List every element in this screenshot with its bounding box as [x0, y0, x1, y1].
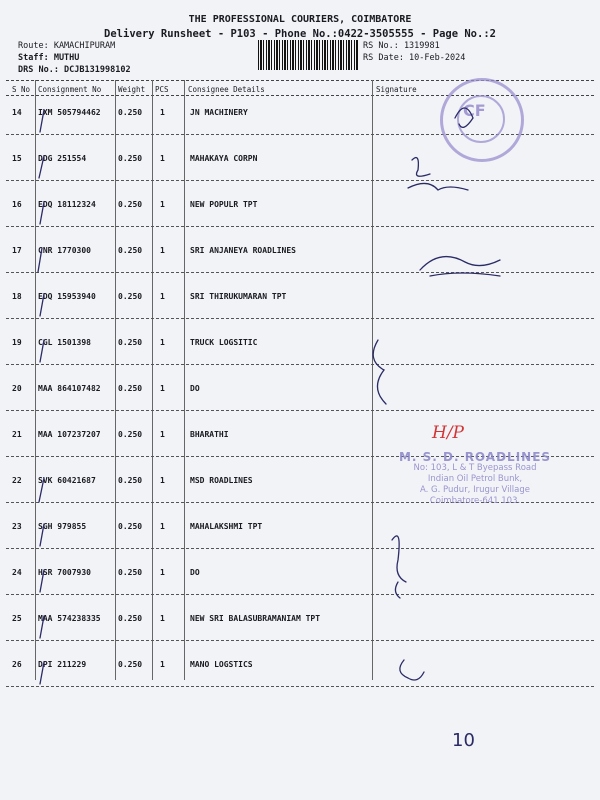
col-consignee: Consignee Details [188, 85, 265, 94]
row-sno: 23 [12, 522, 22, 531]
staff-label: Staff: MUTHU [18, 53, 80, 63]
table-row [0, 188, 600, 234]
col-sno: S No [12, 85, 31, 94]
company-title: THE PROFESSIONAL COURIERS, COIMBATORE [188, 14, 412, 25]
row-consignment: DDG 251554 [38, 154, 87, 163]
rs-number: RS No.: 1319981 [363, 41, 440, 51]
row-weight: 0.250 [118, 338, 143, 347]
row-weight: 0.250 [118, 660, 143, 669]
row-consignee: TRUCK LOGSITIC [190, 338, 258, 347]
row-pcs: 1 [160, 522, 165, 531]
row-weight: 0.250 [118, 522, 143, 531]
row-consignment: MAA 864107482 [38, 384, 101, 393]
table-row [0, 372, 600, 418]
stamp-msd-line: No: 103, L & T Byepass Road [413, 463, 537, 473]
row-consignment: CNR 1770300 [38, 246, 91, 255]
row-consignment: EDQ 15953940 [38, 292, 96, 301]
row-weight: 0.250 [118, 614, 143, 623]
row-consignee: MAHAKAYA CORPN [190, 154, 258, 163]
row-consignment: HSR 7007930 [38, 568, 91, 577]
row-pcs: 1 [160, 614, 165, 623]
table-row [0, 648, 600, 694]
header-rule-top [6, 80, 594, 81]
row-weight: 0.250 [118, 200, 143, 209]
row-sno: 14 [12, 108, 22, 117]
row-consignment: MAA 574238335 [38, 614, 101, 623]
row-pcs: 1 [160, 338, 165, 347]
row-weight: 0.250 [118, 430, 143, 439]
row-sno: 18 [12, 292, 22, 301]
row-consignee: MAHALAKSHMI TPT [190, 522, 263, 531]
row-consignment: SVK 60421687 [38, 476, 96, 485]
row-divider [6, 594, 594, 595]
row-sno: 19 [12, 338, 22, 347]
row-consignment: DPI 211229 [38, 660, 87, 669]
row-weight: 0.250 [118, 476, 143, 485]
row-pcs: 1 [160, 108, 165, 117]
barcode [258, 40, 358, 70]
row-consignment: CGL 1501398 [38, 338, 91, 347]
table-row [0, 556, 600, 602]
stamp-round-text: CF [463, 101, 486, 120]
col-consignment: Consignment No [38, 85, 102, 94]
table-row [0, 602, 600, 648]
handwritten-page-number: 10 [452, 730, 475, 751]
row-weight: 0.250 [118, 568, 143, 577]
row-sno: 20 [12, 384, 22, 393]
row-pcs: 1 [160, 476, 165, 485]
table-row [0, 280, 600, 326]
stamp-msd-name: M. S. D. ROADLINES [398, 450, 552, 464]
msd-roadlines-stamp [390, 452, 560, 507]
col-signature: Signature [376, 85, 417, 94]
row-sno: 25 [12, 614, 22, 623]
row-consignee: MSD ROADLINES [190, 476, 253, 485]
row-consignee: SRI THIRUKUMARAN TPT [190, 292, 287, 301]
row-divider [6, 640, 594, 641]
row-divider [6, 318, 594, 319]
row-consignee: DO [190, 384, 200, 393]
table-row [0, 234, 600, 280]
stamp-msd-line: A. G. Pudur, Irugur Village [419, 485, 531, 495]
row-sno: 17 [12, 246, 22, 255]
row-weight: 0.250 [118, 108, 143, 117]
row-pcs: 1 [160, 292, 165, 301]
row-sno: 15 [12, 154, 22, 163]
row-divider [6, 364, 594, 365]
stamp-msd-line: Indian Oil Petrol Bunk, [427, 474, 523, 484]
row-consignee: MANO LOGSTICS [190, 660, 253, 669]
table-row [0, 510, 600, 556]
row-sno: 21 [12, 430, 22, 439]
row-pcs: 1 [160, 154, 165, 163]
row-pcs: 1 [160, 568, 165, 577]
row-consignee: BHARATHI [190, 430, 229, 439]
row-pcs: 1 [160, 430, 165, 439]
row-divider [6, 272, 594, 273]
row-consignee: NEW SRI BALASUBRAMANIAM TPT [190, 614, 321, 623]
company-round-stamp [440, 78, 524, 162]
row-pcs: 1 [160, 200, 165, 209]
row-consignment: SGH 979855 [38, 522, 87, 531]
row-consignment: EDQ 18112324 [38, 200, 96, 209]
drs-number: DRS No.: DCJB131998102 [18, 65, 131, 75]
stamp-msd-line: Coimbatore-641 103. [429, 496, 521, 506]
col-pcs: PCS [155, 85, 169, 94]
row-weight: 0.250 [118, 154, 143, 163]
row-divider [6, 410, 594, 411]
col-weight: Weight [118, 85, 146, 94]
table-row [0, 326, 600, 372]
row-weight: 0.250 [118, 292, 143, 301]
row-divider [6, 548, 594, 549]
row-consignment: IXM 505794462 [38, 108, 101, 117]
row-consignee: DO [190, 568, 200, 577]
row-weight: 0.250 [118, 384, 143, 393]
row-weight: 0.250 [118, 246, 143, 255]
row-sno: 22 [12, 476, 22, 485]
row-sno: 24 [12, 568, 22, 577]
row-consignee: JN MACHINERY [190, 108, 248, 117]
row-pcs: 1 [160, 384, 165, 393]
row-divider [6, 180, 594, 181]
row-pcs: 1 [160, 660, 165, 669]
runsheet-subtitle: Delivery Runsheet - P103 - Phone No.:0422-3505555 - Page No.:2 [104, 28, 496, 40]
hp-mark: H/P [432, 423, 464, 443]
rs-date: RS Date: 10-Feb-2024 [363, 53, 466, 63]
row-consignee: NEW POPULR TPT [190, 200, 258, 209]
row-pcs: 1 [160, 246, 165, 255]
route-label: Route: KAMACHIPURAM [18, 41, 116, 51]
row-divider [6, 226, 594, 227]
row-divider [6, 686, 594, 687]
row-sno: 26 [12, 660, 22, 669]
row-consignee: SRI ANJANEYA ROADLINES [190, 246, 296, 255]
row-consignment: MAA 107237207 [38, 430, 101, 439]
row-sno: 16 [12, 200, 22, 209]
